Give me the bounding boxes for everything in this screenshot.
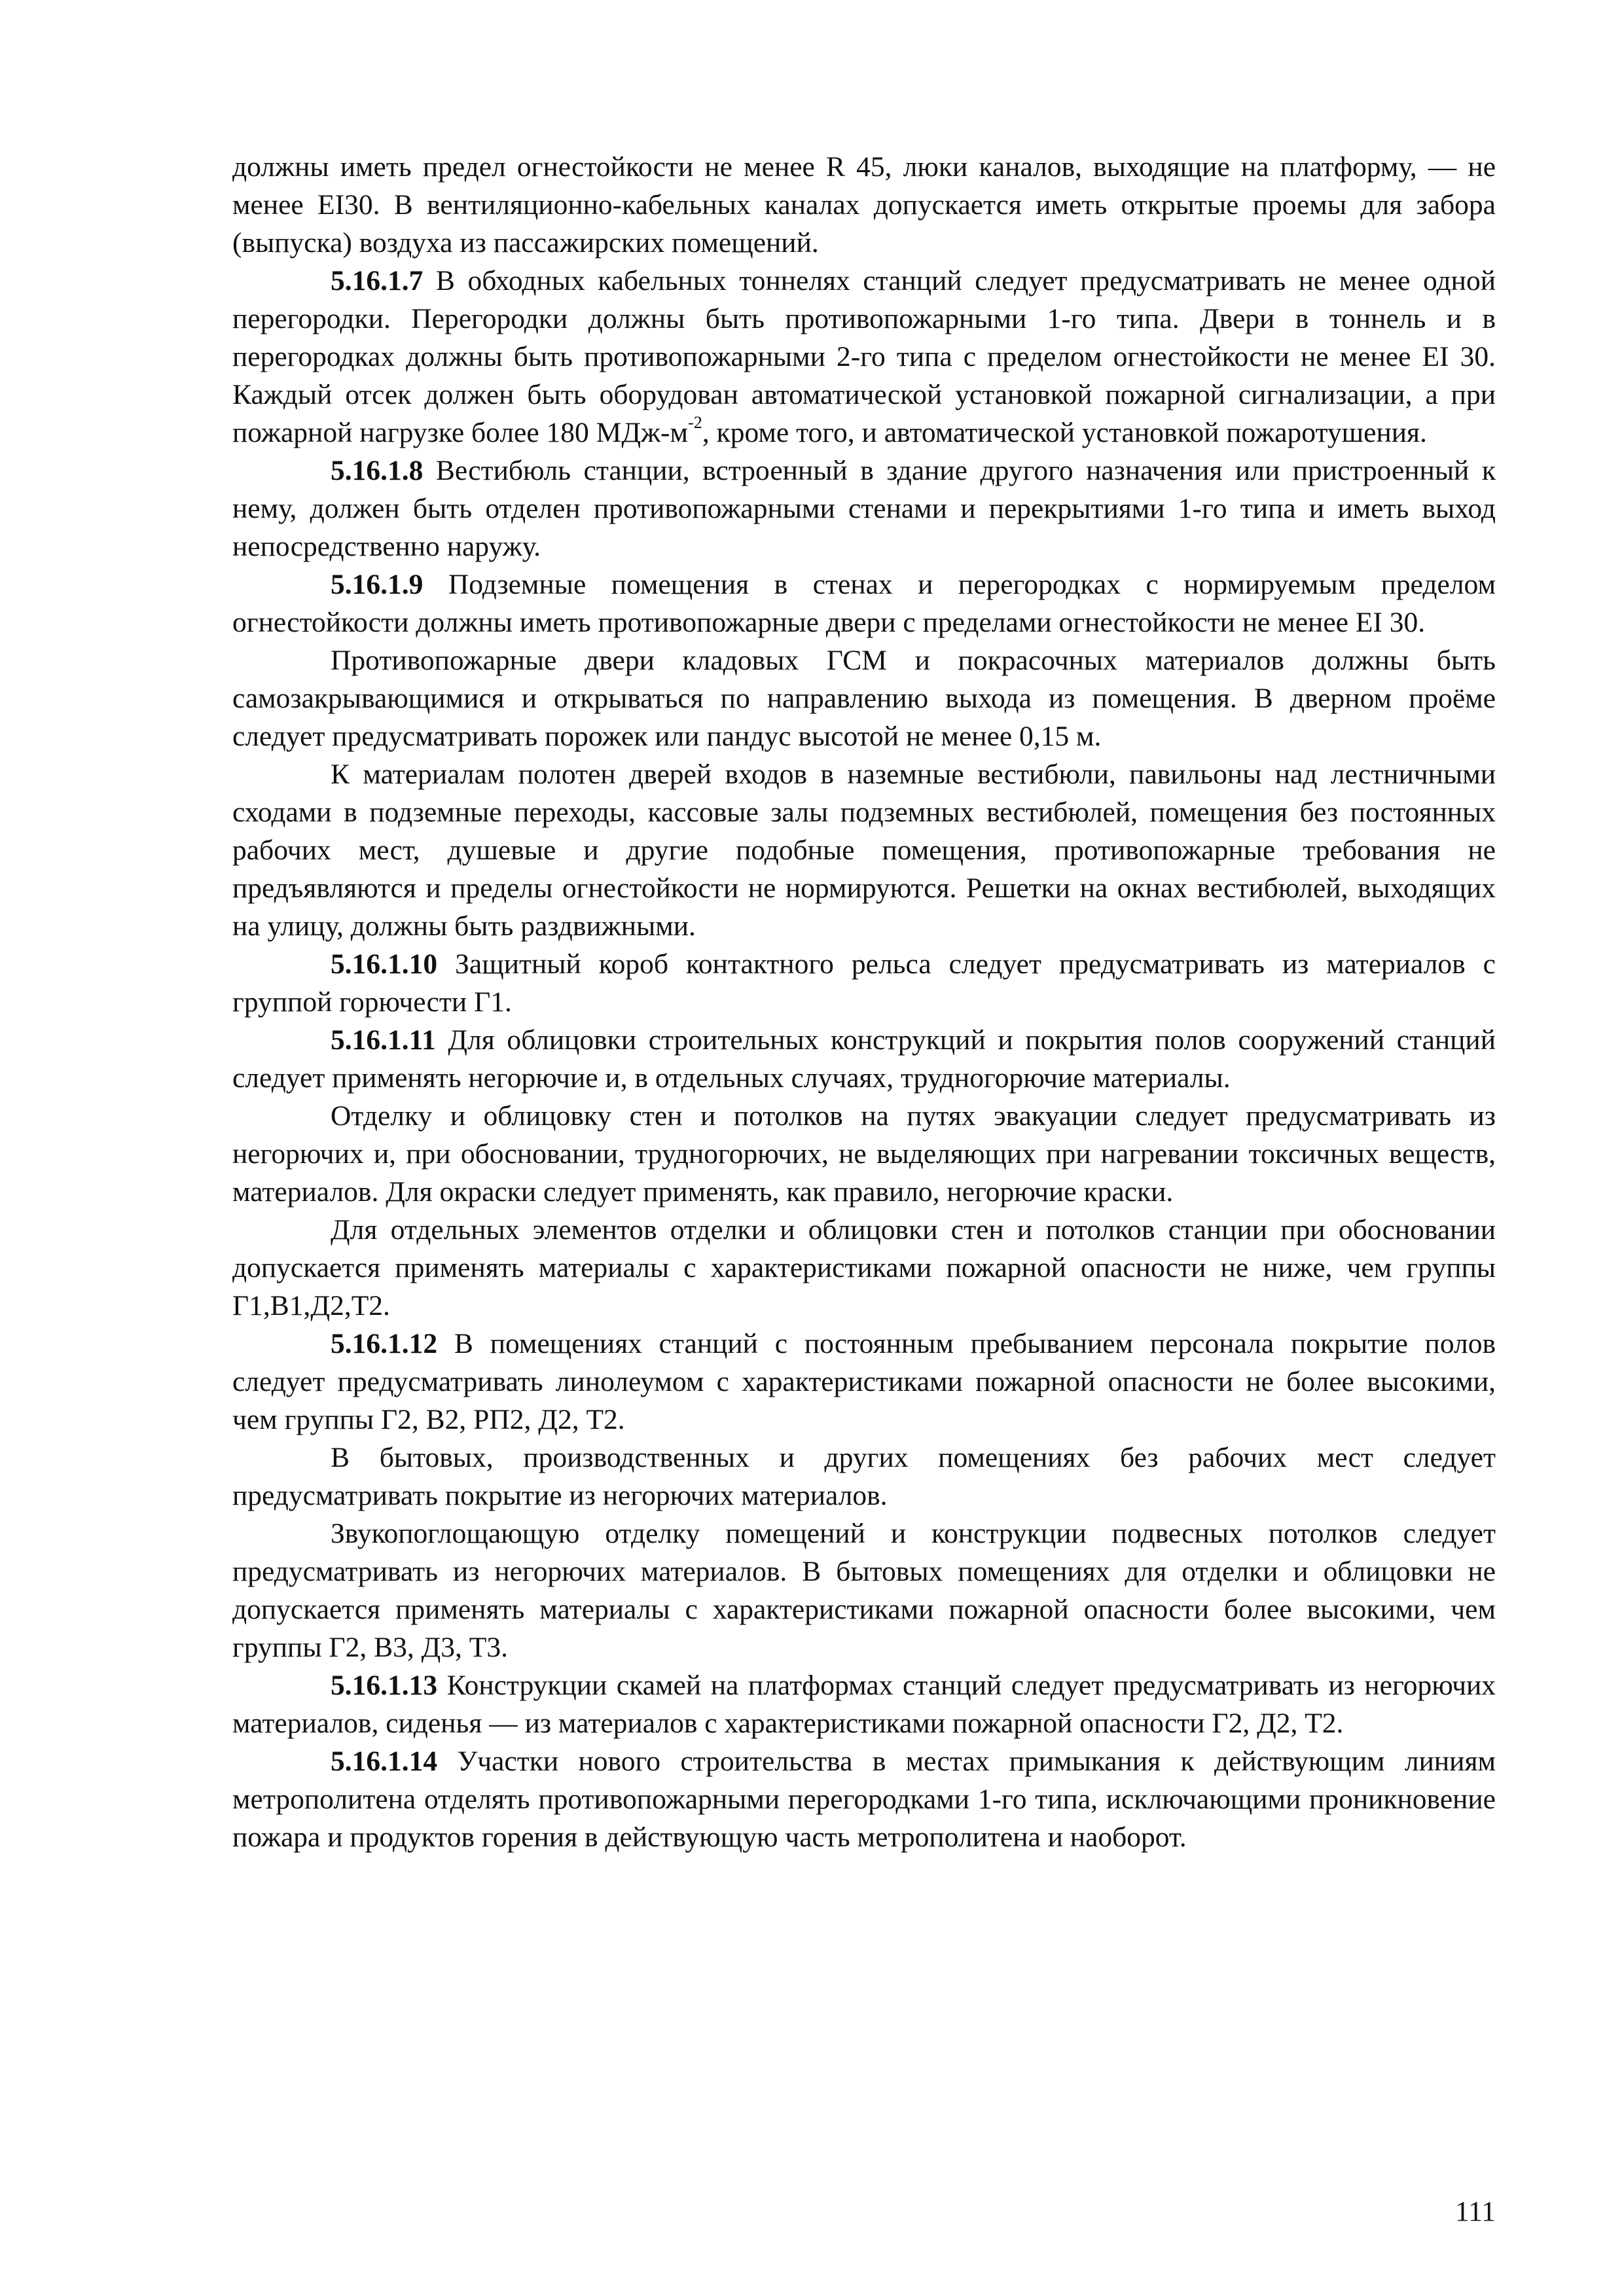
paragraph-text: Отделку и облицовку стен и потолков на путях эвакуации следует предусматривать из негорючих и, при обосновании, трудногорючих, не выделяющих при нагревании токсичных веществ, материалов. Для окраски следует применять, как правило, негорючие краски.	[232, 1100, 1496, 1208]
clause-number: 5.16.1.7	[331, 265, 424, 296]
paragraph-continuation	[232, 148, 1496, 262]
clause-5-16-1-14	[232, 1742, 1496, 1856]
clause-number: 5.16.1.12	[331, 1328, 438, 1359]
paragraph-fire-doors-storage	[232, 641, 1496, 755]
clause-text: Конструкции скамей на платформах станций следует предусматривать из негорючих материалов, сиденья — из материалов с характеристиками пожарной опасности Г2, Д2, Т2.	[232, 1670, 1496, 1739]
superscript: -2	[688, 413, 702, 433]
clause-number: 5.16.1.11	[331, 1024, 436, 1056]
clause-text: Защитный короб контактного рельса следует предусматривать из материалов с группой горючести Г1.	[232, 948, 1496, 1018]
paragraph-text: К материалам полотен дверей входов в наземные вестибюли, павильоны над лестничными сходами в подземные переходы, кассовые залы подземных вестибюлей, помещения без постоянных рабочих мест, душевые и другие подобные помещения, противопожарные требования не предъявляются и пределы огнестойкости не нормируются. Решетки на окнах вестибюлей, выходящих на улицу, должны быть раздвижными.	[232, 759, 1496, 942]
paragraph-evacuation-finishing	[232, 1097, 1496, 1211]
clause-text: В обходных кабельных тоннелях станций следует предусматривать не менее одной перегородки. Перегородки должны быть противопожарными 1-го типа. Двери в тоннель и в перегородках должны быть противопожарными 2-го типа с пределом огнестойкости не менее EI 30. Каждый отсек должен быть оборудован автоматической установкой пожарной сигнализации, а при пожарной нагрузке более 180 МДж-м	[232, 265, 1496, 448]
clause-number: 5.16.1.10	[331, 948, 438, 980]
clause-5-16-1-10	[232, 945, 1496, 1021]
clause-text-continued: , кроме того, и автоматической установкой пожаротушения.	[702, 417, 1427, 448]
clause-text: Вестибюль станции, встроенный в здание другого назначения или пристроенный к нему, должен быть отделен противопожарными стенами и перекрытиями 1-го типа и иметь выход непосредственно наружу.	[232, 455, 1496, 562]
clause-text: В помещениях станций с постоянным пребыванием персонала покрытие полов следует предусматривать линолеумом с характеристиками пожарной опасности не более высокими, чем группы Г2, В2, РП2, Д2, Т2.	[232, 1328, 1496, 1435]
paragraph-text: Звукопоглощающую отделку помещений и конструкции подвесных потолков следует предусматривать из негорючих материалов. В бытовых помещениях для отделки и облицовки не допускается применять материалы с характеристиками пожарной опасности более высокими, чем группы Г2, В3, Д3, Т3.	[232, 1518, 1496, 1663]
body-text	[232, 148, 1496, 1856]
paragraph-text: Для отдельных элементов отделки и облицовки стен и потолков станции при обосновании допускается применять материалы с характеристиками пожарной опасности не ниже, чем группы Г1,В1,Д2,Т2.	[232, 1214, 1496, 1321]
clause-number: 5.16.1.8	[331, 455, 424, 486]
clause-5-16-1-11	[232, 1021, 1496, 1097]
page-number: 111	[1454, 2196, 1496, 2227]
paragraph-household-rooms	[232, 1439, 1496, 1515]
clause-5-16-1-7	[232, 262, 1496, 452]
paragraph-finishing-elements	[232, 1211, 1496, 1325]
paragraph-door-materials	[232, 755, 1496, 945]
paragraph-sound-absorbing	[232, 1515, 1496, 1666]
clause-number: 5.16.1.14	[331, 1746, 438, 1777]
clause-number: 5.16.1.9	[331, 569, 424, 600]
clause-text: Подземные помещения в стенах и перегородках с нормируемым пределом огнестойкости должны иметь противопожарные двери с пределами огнестойкости не менее EI 30.	[232, 569, 1496, 638]
clause-5-16-1-13	[232, 1666, 1496, 1742]
clause-number: 5.16.1.13	[331, 1670, 438, 1701]
paragraph-text: Противопожарные двери кладовых ГСМ и покрасочных материалов должны быть самозакрывающимися и открываться по направлению выхода из помещения. В дверном проёме следует предусматривать порожек или пандус высотой не менее 0,15 м.	[232, 645, 1496, 752]
clause-text: Для облицовки строительных конструкций и покрытия полов сооружений станций следует применять негорючие и, в отдельных случаях, трудногорючие материалы.	[232, 1024, 1496, 1094]
clause-5-16-1-12	[232, 1325, 1496, 1439]
paragraph-text: должны иметь предел огнестойкости не менее R 45, люки каналов, выходящие на платформу, — не менее EI30. В вентиляционно-кабельных каналах допускается иметь открытые проемы для забора (выпуска) воздуха из пассажирских помещений.	[232, 151, 1496, 259]
paragraph-text: В бытовых, производственных и других помещениях без рабочих мест следует предусматривать покрытие из негорючих материалов.	[232, 1442, 1496, 1511]
clause-text: Участки нового строительства в местах примыкания к действующим линиям метрополитена отделять противопожарными перегородками 1-го типа, исключающими проникновение пожара и продуктов горения в действующую часть метрополитена и наоборот.	[232, 1746, 1496, 1853]
clause-5-16-1-8	[232, 452, 1496, 565]
clause-5-16-1-9	[232, 565, 1496, 641]
